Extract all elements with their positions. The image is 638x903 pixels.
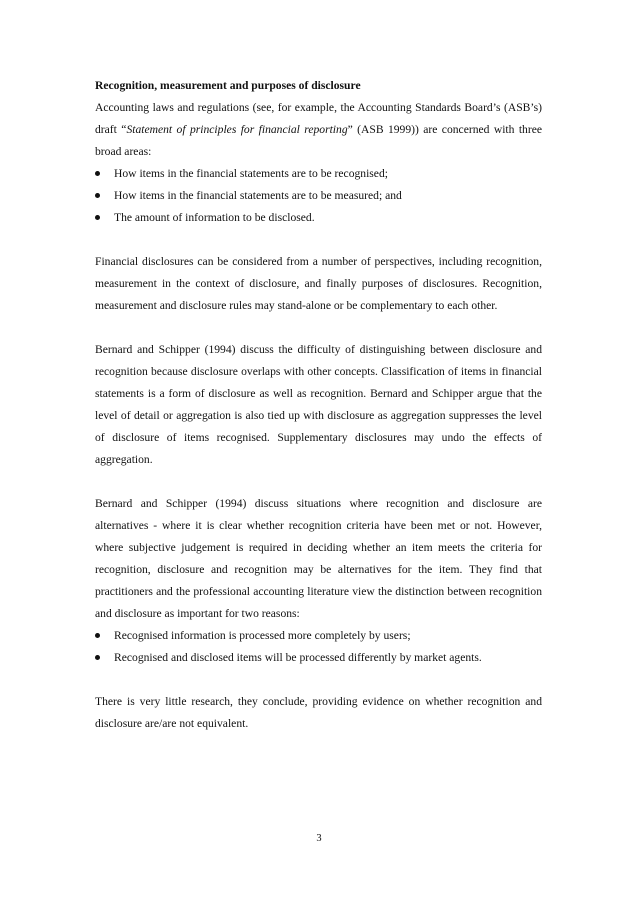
page-content — [95, 75, 542, 735]
paragraph-perspectives: Financial disclosures can be considered from a number of perspectives, including recognition, measurement in the context of disclosure, and finally purposes of disclosures. Recognition, measurement and disclosure rules may stand-alone or be complementary to each other. — [95, 255, 542, 312]
paragraph-conclusion: There is very little research, they conclude, providing evidence on whether recognition and disclosure are/are not equivalent. — [95, 695, 542, 730]
cited-document-title: Statement of principles for financial reporting — [126, 123, 348, 136]
paragraph-intro-lead: Accounting laws and regulations (see, for example, the Accounting Standards Board’s (ASB’s) draft “ — [95, 101, 542, 136]
bullet-icon — [95, 633, 100, 638]
list-item-text: The amount of information to be disclosed. — [114, 211, 315, 224]
bullet-icon — [95, 193, 100, 198]
list-item-text: Recognised information is processed more completely by users; — [114, 629, 411, 642]
bullet-icon — [95, 655, 100, 660]
bullet-icon — [95, 215, 100, 220]
bullet-icon — [95, 171, 100, 176]
page-number: 3 — [316, 833, 322, 844]
list-item — [95, 185, 542, 207]
paragraph-intro-tail: ” (ASB 1999)) are concerned with three broad areas: — [95, 123, 543, 158]
list-item-text: How items in the financial statements are to be recognised; — [114, 167, 388, 180]
list-item — [95, 207, 542, 229]
list-item — [95, 163, 542, 185]
list-item-text: Recognised and disclosed items will be processed differently by market agents. — [114, 651, 482, 664]
bullet-list-areas — [95, 163, 542, 229]
paragraph-classification: Bernard and Schipper (1994) discuss the difficulty of distinguishing between disclosure and recognition because disclosure overlaps with other concepts. Classification of items in financial statements is a form of disclosure as well as recognition. Bernard and Schipper argue that the level of detail or aggregation is also tied up with disclosure as aggregation suppresses the level of disclosure of items recognised. Supplementary disclosures may undo the effects of aggregation. — [95, 343, 542, 466]
section-heading: Recognition, measurement and purposes of disclosure — [95, 79, 361, 92]
paragraph-alternatives: Bernard and Schipper (1994) discuss situations where recognition and disclosure are alternatives - where it is clear whether recognition criteria have been met or not. However, where subjective judgement is required in deciding whether an item meets the criteria for recognition, disclosure and recognition may be alternatives for the item. They find that practitioners and the professional accounting literature view the distinction between recognition and disclosure as important for two reasons: — [95, 497, 542, 620]
paragraph-intro — [95, 97, 542, 163]
list-item-text: How items in the financial statements are to be measured; and — [114, 189, 402, 202]
bullet-list-reasons — [95, 625, 542, 669]
list-item — [95, 647, 542, 669]
list-item — [95, 625, 542, 647]
